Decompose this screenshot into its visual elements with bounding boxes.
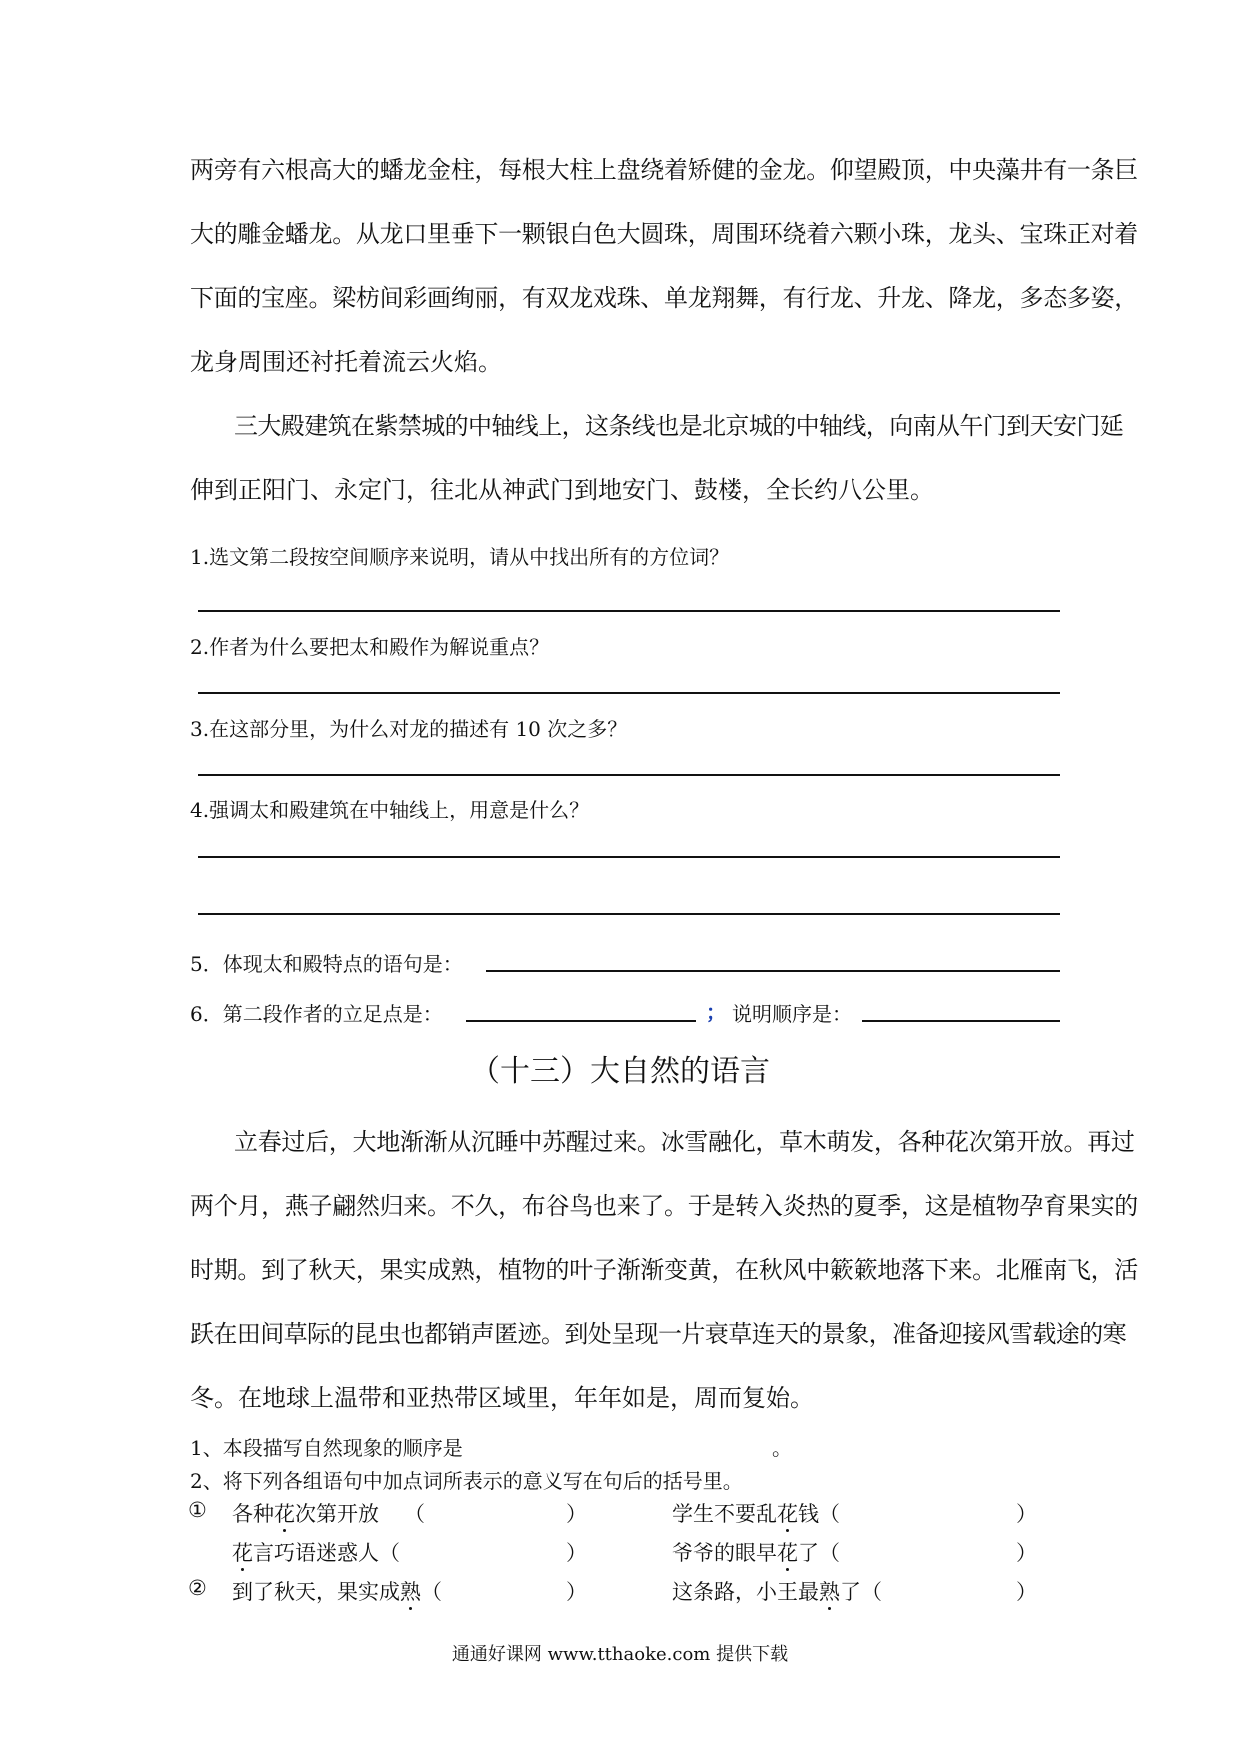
passage-line: 时期。到了秋天，果实成熟，植物的叶子渐渐变黄，在秋风中簌簌地落下来。北雁南飞，活 (190, 1256, 1138, 1284)
paren-open: （ (819, 1541, 840, 1565)
sentence-d-pre: 爷爷的眼早 (672, 1541, 777, 1565)
passage-line: 两旁有六根高大的蟠龙金柱，每根大柱上盘绕着矫健的金龙。仰望殿顶，中央藻井有一条巨 (190, 156, 1138, 184)
paren-open: （ (421, 1580, 442, 1604)
answer-line[interactable] (198, 692, 1060, 694)
passage-line: 冬。在地球上温带和亚热带区域里，年年如是，周而复始。 (190, 1384, 814, 1412)
sentence-d (672, 1537, 840, 1567)
paren-open: （ (861, 1580, 882, 1604)
paren-open: （ (379, 1541, 400, 1565)
answer-line[interactable] (198, 774, 1060, 776)
question-6-part-a: 6．第二段作者的立足点是： (190, 1002, 443, 1026)
answer-line[interactable] (486, 970, 1060, 972)
question-4: 4.强调太和殿建筑在中轴线上，用意是什么？ (190, 798, 590, 822)
answer-line[interactable] (198, 913, 1060, 915)
section13-question-1: 1、本段描写自然现象的顺序是 (190, 1436, 463, 1460)
paren-close: ） (566, 1502, 587, 1526)
section-title: （十三）大自然的语言 (470, 1054, 770, 1089)
item-marker-1: ① (188, 1498, 207, 1522)
paren-open: （ (819, 1502, 840, 1526)
passage-line: 龙身周围还衬托着流云火焰。 (190, 348, 502, 376)
dotted-word: 花 (274, 1502, 295, 1526)
sentence-a (232, 1498, 379, 1528)
passage-line: 跃在田间草际的昆虫也都销声匿迹。到处呈现一片衰草连天的景象，准备迎接风雪载途的寒 (190, 1320, 1126, 1348)
sentence-a-pre: 各种 (232, 1502, 274, 1526)
paren-close: ） (1016, 1541, 1037, 1565)
sentence-e-pre: 到了秋天，果实成 (232, 1580, 400, 1604)
dotted-word: 熟 (819, 1580, 840, 1604)
dotted-word: 花 (232, 1541, 253, 1565)
sentence-f-pre: 这条路，小王最 (672, 1580, 819, 1604)
dotted-word: 熟 (400, 1580, 421, 1604)
passage-line: 两个月，燕子翩然归来。不久，布谷鸟也来了。于是转入炎热的夏季，这是植物孕育果实的 (190, 1192, 1138, 1220)
sentence-e (232, 1576, 442, 1606)
sentence-c-post: 言巧语迷惑人 (253, 1541, 379, 1565)
answer-line[interactable] (862, 1020, 1060, 1022)
section13-question-2: 2、将下列各组语句中加点词所表示的意义写在句后的括号里。 (190, 1469, 743, 1493)
footer-text: 通通好课网 www.tthaoke.com 提供下载 (451, 1644, 789, 1665)
sentence-b-pre: 学生不要乱 (672, 1502, 777, 1526)
question-1: 1.选文第二段按空间顺序来说明，请从中找出所有的方位词？ (190, 545, 730, 569)
sentence-b-post: 钱 (798, 1502, 819, 1526)
paren-open: （ (404, 1502, 425, 1526)
question-6-part-b: 说明顺序是： (732, 1002, 852, 1026)
sentence-f (672, 1576, 882, 1606)
section13-question-1-end: 。 (772, 1436, 792, 1460)
paren-close: ） (566, 1541, 587, 1565)
passage-line: 大的雕金蟠龙。从龙口里垂下一颗银白色大圆珠，周围环绕着六颗小珠，龙头、宝珠正对着 (190, 220, 1138, 248)
item-marker-2: ② (188, 1576, 207, 1600)
question-3: 3.在这部分里，为什么对龙的描述有 10 次之多？ (190, 717, 628, 741)
passage-line: 伸到正阳门、永定门，往北从神武门到地安门、鼓楼，全长约八公里。 (190, 476, 934, 504)
sentence-f-post: 了 (840, 1580, 861, 1604)
sentence-b (672, 1498, 840, 1528)
question-2: 2.作者为什么要把太和殿作为解说重点？ (190, 635, 550, 659)
passage-line: 下面的宝座。梁枋间彩画绚丽，有双龙戏珠、单龙翔舞，有行龙、升龙、降龙，多态多姿， (190, 284, 1138, 312)
sentence-d-post: 了 (798, 1541, 819, 1565)
sentence-a-post: 次第开放 (295, 1502, 379, 1526)
dotted-word: 花 (777, 1541, 798, 1565)
answer-line[interactable] (198, 610, 1060, 612)
answer-line[interactable] (466, 1020, 696, 1022)
answer-line[interactable] (198, 856, 1060, 858)
semicolon-separator: ； (706, 1000, 726, 1024)
sentence-c (232, 1537, 400, 1567)
passage-line: 三大殿建筑在紫禁城的中轴线上，这条线也是北京城的中轴线，向南从午门到天安门延 (234, 412, 1124, 440)
paren-close: ） (1016, 1580, 1037, 1604)
paren-close: ） (566, 1580, 587, 1604)
paren-close: ） (1016, 1502, 1037, 1526)
question-5: 5．体现太和殿特点的语句是： (190, 952, 463, 976)
dotted-word: 花 (777, 1502, 798, 1526)
passage-line: 立春过后，大地渐渐从沉睡中苏醒过来。冰雪融化，草木萌发，各种花次第开放。再过 (234, 1128, 1135, 1156)
